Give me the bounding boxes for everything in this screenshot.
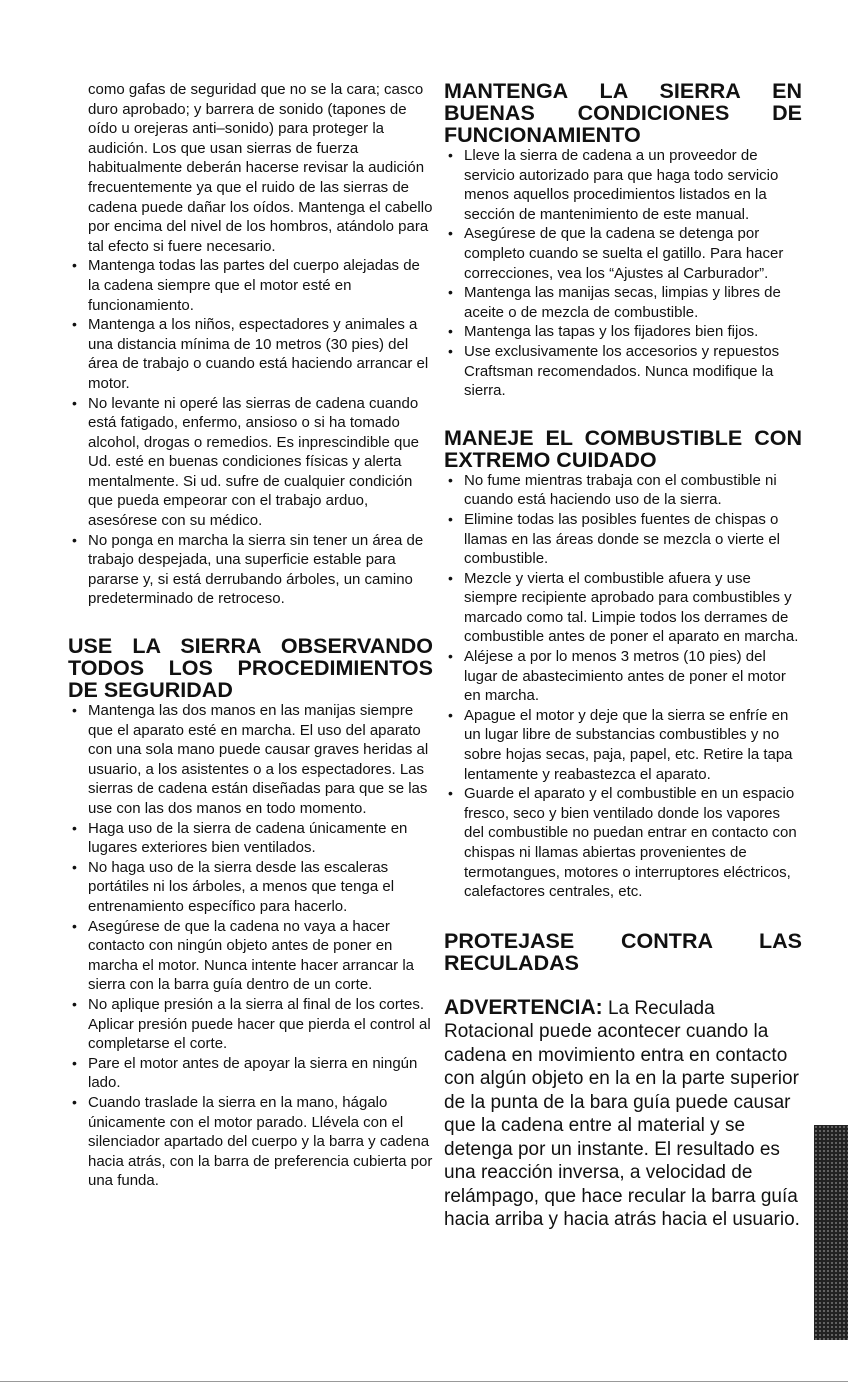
heading-line: DE SEGURIDAD bbox=[68, 678, 233, 703]
list-item: • Use exclusivamente los accesorios y repuestos Craftsman recomendados. Nunca modifique la sierra. bbox=[444, 342, 802, 401]
section-heading-maintenance bbox=[444, 80, 802, 146]
list-item: • Guarde el aparato y el combustible en un espacio fresco, seco y bien ventilado donde los vapores del combustible no puedan entrar en contacto con chispas ni llamas abiertas provenientes de termotangues, motores o interruptores eléctricos, calefactores centrales, etc. bbox=[444, 784, 802, 902]
section-heading-safe-procedures bbox=[68, 635, 433, 701]
list-item: • Mantenga las dos manos en las manijas siempre que el aparato esté en marcha. El uso del aparato con una sola mano puede causar graves heridas al usuario, a los asistentes o a los espectadores. Las sierras de cadena están diseñadas para que se las use con las dos manos en todo momento. bbox=[68, 701, 433, 819]
heading-line: EXTREMO CUIDADO bbox=[444, 447, 657, 472]
list-item: • Lleve la sierra de cadena a un proveedor de servicio autorizado para que haga todo servicio menos aquellos procedimientos listados en la sección de mantenimiento de este manual. bbox=[444, 146, 802, 224]
kickback-warning bbox=[444, 996, 802, 1232]
list-item: • Pare el motor antes de apoyar la sierra en ningún lado. bbox=[68, 1054, 433, 1093]
heading-line: PROTEJASE CONTRA LAS bbox=[444, 928, 802, 953]
list-item: • Haga uso de la sierra de cadena únicamente en lugares exteriores bien ventilados. bbox=[68, 819, 433, 858]
warning-label: ADVERTENCIA: bbox=[444, 995, 603, 1019]
heading-line: RECULADAS bbox=[444, 950, 579, 975]
warning-text: La Reculada Rotacional puede acontecer cuando la cadena en movimiento entra en contacto con algún objeto en la en la parte superior de la punta de la bara guía puede causar que la cadena entre al material y se detenga por un instante. El resultado es una reacción inversa, a velocidad de relámpago, que hace recular la barra guía hacia arriba y hacia atrás hacia el usuario. bbox=[444, 997, 800, 1231]
left-column bbox=[68, 80, 433, 1191]
list-item: • Apague el motor y deje que la sierra se enfríe en un lugar libre de substancias combustibles y no sobre hojas secas, paja, papel, etc. Retire la tapa lentamente y reabastezca el aparato. bbox=[444, 706, 802, 784]
safe-procedures-list bbox=[68, 701, 433, 1191]
list-item: • Asegúrese de que la cadena se detenga por completo cuando se suelta el gatillo. Para hacer correcciones, vea los “Ajustes al Carburador”. bbox=[444, 224, 802, 283]
intro-continuation: como gafas de seguridad que no se la cara; casco duro aprobado; y barrera de sonido (tapones de oído u orejeras anti–sonido) para proteger la audición. Los que usan sierras de fuerza habitualmente deberán hacerse revisar la audición frecuentemente ya que el ruido de las sierras de cadena puede dañar los oídos. Mantenga el cabello por encima del nivel de los hombros, atándolo para tal efecto si fuere necesario. bbox=[88, 81, 433, 255]
personal-safety-list bbox=[68, 256, 433, 609]
list-item: • Mezcle y vierta el combustible afuera y use siempre recipiente aprobado para combustibles y marcado como tal. Limpie todos los derrames de combustible antes de poner el aparato en marcha. bbox=[444, 569, 802, 647]
page-bottom-rule bbox=[0, 1381, 848, 1382]
list-item: • No levante ni operé las sierras de cadena cuando está fatigado, enfermo, ansioso o si ha tomado alcohol, drogas o remedios. Es inprescindible que Ud. esté en buenas condiciones físicas y alerta mentalmente. Si ud. sufre de cualquier condición que pueda empeorar con el trabajo arduo, asesórese con su médico. bbox=[68, 394, 433, 531]
list-item: • No ponga en marcha la sierra sin tener un área de trabajo despejada, una superficie estable para pararse y, si está derrubando árboles, un camino predeterminado de retroceso. bbox=[68, 531, 433, 609]
heading-line: MANTENGA LA SIERRA EN bbox=[444, 79, 802, 103]
list-item: • Mantenga las manijas secas, limpias y libres de aceite o de mezcla de combustible. bbox=[444, 283, 802, 322]
list-item: • Asegúrese de que la cadena no vaya a hacer contacto con ningún objeto antes de poner en marcha el motor. Nunca intente hacer arrancar la sierra con la barra guía dentro de un corte. bbox=[68, 917, 433, 995]
section-heading-kickback bbox=[444, 930, 802, 974]
list-item: • Elimine todas las posibles fuentes de chispas o llamas en las áreas donde se mezcla o vierte el combustible. bbox=[444, 510, 802, 569]
heading-line: USE LA SIERRA OBSERVANDO bbox=[68, 634, 433, 659]
right-column bbox=[444, 80, 802, 1232]
list-item: • No haga uso de la sierra desde las escaleras portátiles ni los árboles, a menos que tenga el entrenamiento específico para hacerlo. bbox=[68, 858, 433, 917]
heading-line: TODOS LOS PROCEDIMIENTOS bbox=[68, 656, 433, 681]
maintenance-list bbox=[444, 146, 802, 401]
list-item: • Mantenga las tapas y los fijadores bien fijos. bbox=[444, 322, 802, 342]
list-item: • Cuando traslade la sierra en la mano, hágalo únicamente con el motor parado. Llévela con el silenciador apartado del cuerpo y la barra y cadena hacia atrás, con la barra de preferencia cubierta por una funda. bbox=[68, 1093, 433, 1191]
list-item: • No fume mientras trabaja con el combustible ni cuando está haciendo uso de la sierra. bbox=[444, 471, 802, 510]
heading-line: BUENAS CONDICIONES DE bbox=[444, 101, 802, 125]
heading-line: MANEJE EL COMBUSTIBLE CON bbox=[444, 425, 802, 450]
heading-line: FUNCIONAMIENTO bbox=[444, 123, 641, 147]
section-bleed-tab bbox=[814, 1125, 848, 1340]
list-item: • Mantenga a los niños, espectadores y animales a una distancia mínima de 10 metros (30 pies) del área de trabajo o cuando está haciendo arrancar el motor. bbox=[68, 315, 433, 393]
list-item: • No aplique presión a la sierra al final de los cortes. Aplicar presión puede hacer que pierda el control al completarse el corte. bbox=[68, 995, 433, 1054]
fuel-list bbox=[444, 471, 802, 902]
list-item: • Aléjese a por lo menos 3 metros (10 pies) del lugar de abastecimiento antes de poner el motor en marcha. bbox=[444, 647, 802, 706]
list-item: • Mantenga todas las partes del cuerpo alejadas de la cadena siempre que el motor esté en funcionamiento. bbox=[68, 256, 433, 315]
section-heading-fuel bbox=[444, 427, 802, 471]
